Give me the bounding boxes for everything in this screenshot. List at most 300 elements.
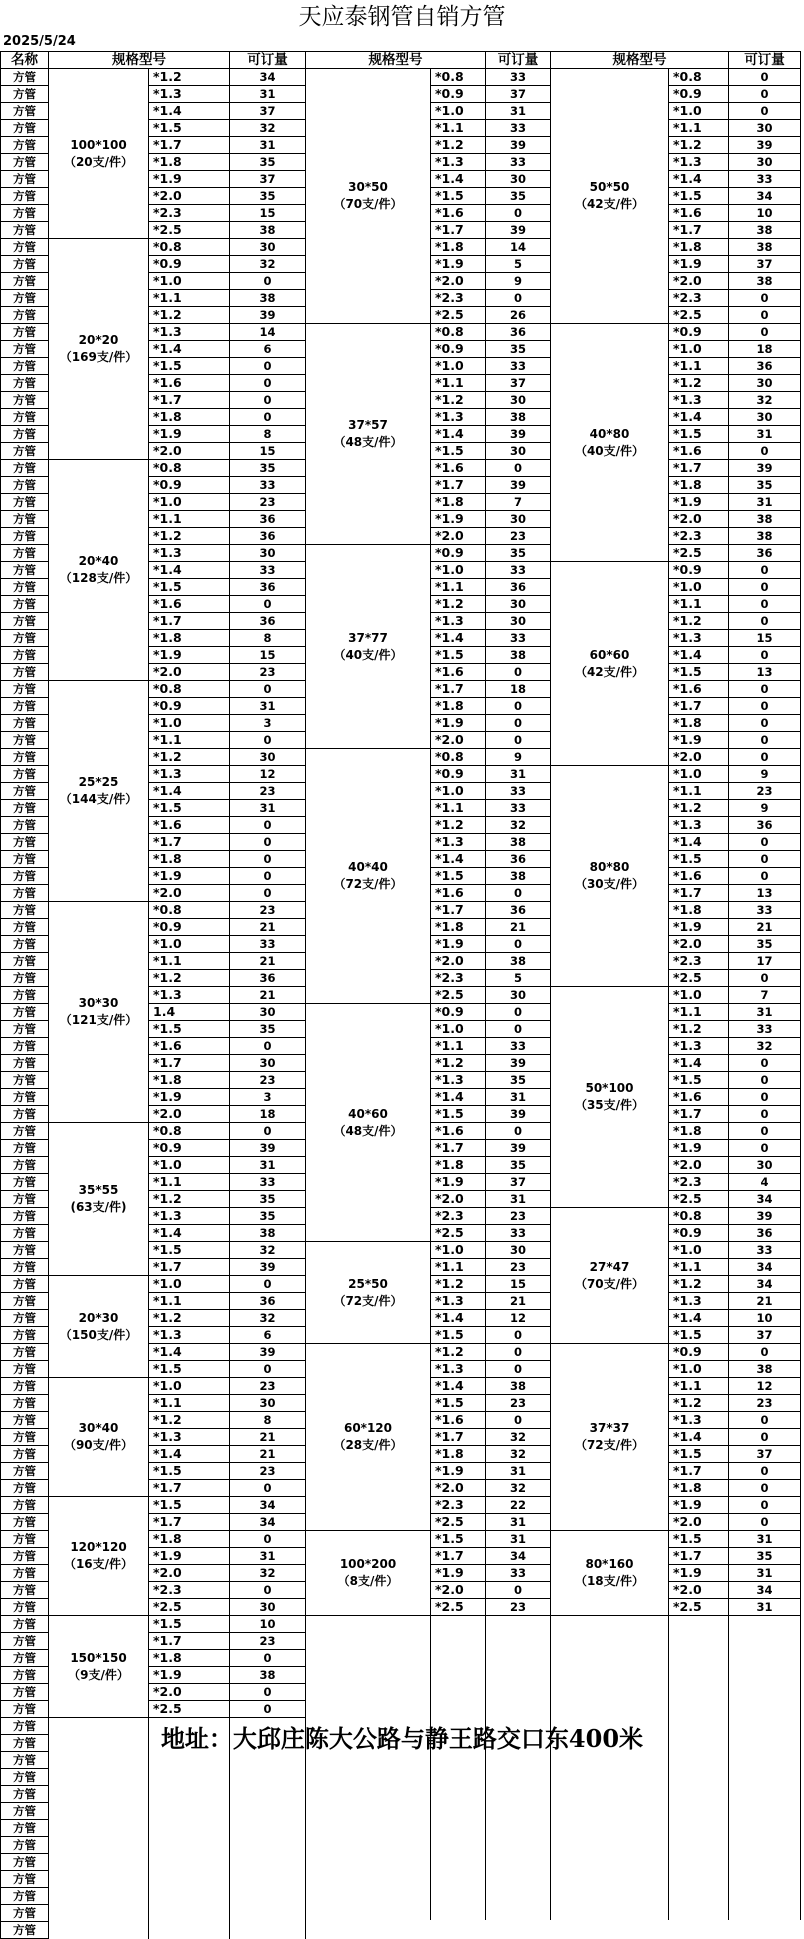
quantity-cell: 0: [230, 851, 306, 868]
stock-table-col-1: [0, 51, 306, 1939]
product-name-cell: 方管: [1, 154, 49, 171]
quantity-cell: 0: [486, 885, 551, 902]
thickness-cell: *1.3: [669, 1293, 729, 1310]
thickness-cell: *2.3: [431, 1208, 486, 1225]
quantity-cell: 35: [230, 1021, 306, 1038]
table-row: [1, 205, 306, 222]
empty-row: [551, 1792, 801, 1808]
quantity-cell: 35: [729, 1548, 801, 1565]
empty-cell: [486, 1616, 551, 1633]
product-name-cell: 方管: [1, 647, 49, 664]
table-row: [306, 324, 551, 341]
quantity-cell: 39: [486, 1106, 551, 1123]
thickness-cell: *1.5: [149, 579, 230, 596]
thickness-cell: *1.8: [149, 1531, 230, 1548]
quantity-cell: 33: [486, 800, 551, 817]
thickness-cell: *2.3: [669, 953, 729, 970]
thickness-cell: *1.3: [149, 1327, 230, 1344]
quantity-cell: 38: [486, 409, 551, 426]
thickness-cell: *1.1: [669, 1259, 729, 1276]
quantity-cell: 0: [230, 358, 306, 375]
thickness-cell: *1.7: [431, 1548, 486, 1565]
table-row: [1, 868, 306, 885]
table-row: [1, 1191, 306, 1208]
product-name-cell: 方管: [1, 868, 49, 885]
quantity-cell: 38: [729, 222, 801, 239]
thickness-cell: *1.2: [431, 596, 486, 613]
product-name-cell: 方管: [1, 1395, 49, 1412]
empty-cell: [729, 1888, 801, 1904]
empty-cell: [486, 1696, 551, 1712]
quantity-cell: 35: [486, 1072, 551, 1089]
spec-size-cell: 20*20 （169支/件）: [49, 239, 149, 460]
empty-row: [1, 1905, 306, 1922]
thickness-cell: *1.8: [149, 1072, 230, 1089]
empty-cell: [149, 1837, 230, 1854]
quantity-cell: 31: [486, 1514, 551, 1531]
table-row: [306, 749, 551, 766]
empty-cell: [431, 1696, 486, 1712]
thickness-cell: *1.2: [149, 1310, 230, 1327]
quantity-cell: 0: [230, 868, 306, 885]
product-name-cell: 方管: [1, 1752, 49, 1769]
thickness-cell: *2.0: [669, 1157, 729, 1174]
quantity-cell: 38: [230, 222, 306, 239]
empty-cell: [431, 1824, 486, 1840]
quantity-cell: 0: [729, 647, 801, 664]
quantity-cell: 31: [486, 766, 551, 783]
quantity-cell: 30: [230, 1055, 306, 1072]
empty-cell: [306, 1904, 431, 1920]
product-name-cell: 方管: [1, 103, 49, 120]
table-row: [1, 1242, 306, 1259]
quantity-cell: 39: [230, 1259, 306, 1276]
quantity-cell: 0: [486, 664, 551, 681]
thickness-cell: *0.8: [431, 324, 486, 341]
thickness-cell: *1.0: [431, 103, 486, 120]
empty-cell: [431, 1648, 486, 1664]
quantity-cell: 0: [230, 1038, 306, 1055]
quantity-cell: 30: [486, 613, 551, 630]
thickness-cell: *1.9: [669, 256, 729, 273]
quantity-cell: 23: [486, 1395, 551, 1412]
table-row: [1, 307, 306, 324]
product-name-cell: 方管: [1, 1735, 49, 1752]
table-row: [551, 1344, 801, 1361]
quantity-cell: 15: [729, 630, 801, 647]
product-name-cell: 方管: [1, 1820, 49, 1837]
table-row: [1, 290, 306, 307]
product-name-cell: 方管: [1, 1803, 49, 1820]
address-footer: 地址：大邱庄陈大公路与静王路交口东400米: [160, 1724, 644, 1753]
quantity-cell: 37: [486, 1174, 551, 1191]
quantity-cell: 0: [486, 1582, 551, 1599]
product-name-cell: 方管: [1, 273, 49, 290]
product-name-cell: 方管: [1, 239, 49, 256]
product-name-cell: 方管: [1, 562, 49, 579]
thickness-cell: *2.5: [431, 1599, 486, 1616]
thickness-cell: *2.3: [149, 205, 230, 222]
table-row: [1, 698, 306, 715]
table-row: [1, 732, 306, 749]
thickness-cell: *0.9: [431, 86, 486, 103]
empty-cell: [49, 1888, 149, 1905]
thickness-cell: *1.7: [669, 1463, 729, 1480]
thickness-cell: *1.7: [149, 834, 230, 851]
quantity-cell: 12: [230, 766, 306, 783]
table-row: [551, 69, 801, 86]
thickness-cell: *1.3: [669, 817, 729, 834]
quantity-cell: 36: [230, 613, 306, 630]
product-name-cell: 方管: [1, 953, 49, 970]
quantity-cell: 31: [729, 426, 801, 443]
product-name-cell: 方管: [1, 834, 49, 851]
product-name-cell: 方管: [1, 1310, 49, 1327]
thickness-cell: *0.8: [149, 460, 230, 477]
empty-cell: [486, 1840, 551, 1856]
empty-cell: [306, 1696, 431, 1712]
empty-cell: [230, 1837, 306, 1854]
product-name-cell: 方管: [1, 494, 49, 511]
thickness-cell: *1.2: [669, 137, 729, 154]
empty-cell: [729, 1680, 801, 1696]
thickness-cell: *1.8: [431, 919, 486, 936]
product-name-cell: 方管: [1, 1021, 49, 1038]
thickness-cell: *1.5: [669, 1327, 729, 1344]
table-row: [1, 103, 306, 120]
empty-cell: [431, 1808, 486, 1824]
quantity-cell: 0: [486, 205, 551, 222]
thickness-cell: *1.1: [669, 358, 729, 375]
table-row: [1, 222, 306, 239]
thickness-cell: *0.8: [669, 69, 729, 86]
quantity-cell: 22: [486, 1497, 551, 1514]
empty-row: [551, 1648, 801, 1664]
quantity-cell: 33: [729, 171, 801, 188]
thickness-cell: *1.3: [149, 766, 230, 783]
quantity-cell: 21: [230, 1446, 306, 1463]
quantity-cell: 33: [486, 154, 551, 171]
empty-cell: [431, 1680, 486, 1696]
quantity-cell: 23: [729, 1395, 801, 1412]
quantity-cell: 31: [729, 1004, 801, 1021]
table-row: [1, 1038, 306, 1055]
quantity-cell: 33: [486, 69, 551, 86]
table-row: [1, 987, 306, 1004]
thickness-cell: *1.5: [669, 664, 729, 681]
thickness-cell: *1.9: [431, 715, 486, 732]
empty-cell: [149, 1786, 230, 1803]
product-name-cell: 方管: [1, 222, 49, 239]
product-name-cell: 方管: [1, 1174, 49, 1191]
empty-cell: [669, 1616, 729, 1633]
empty-row: [1, 1854, 306, 1871]
thickness-cell: *1.4: [149, 1446, 230, 1463]
quantity-cell: 31: [230, 137, 306, 154]
product-name-cell: 方管: [1, 86, 49, 103]
product-name-cell: 方管: [1, 511, 49, 528]
table-row: [1, 1633, 306, 1650]
empty-cell: [669, 1792, 729, 1808]
quantity-cell: 0: [486, 1344, 551, 1361]
empty-cell: [431, 1888, 486, 1904]
quantity-cell: 0: [729, 103, 801, 120]
thickness-cell: *1.8: [431, 494, 486, 511]
spec-size-cell: 37*57 （48支/件）: [306, 324, 431, 545]
quantity-cell: 6: [230, 1327, 306, 1344]
thickness-cell: *1.9: [669, 1565, 729, 1582]
empty-cell: [49, 1837, 149, 1854]
quantity-cell: 15: [230, 205, 306, 222]
empty-cell: [729, 1872, 801, 1888]
quantity-cell: 36: [230, 511, 306, 528]
empty-cell: [486, 1888, 551, 1904]
table-row: [1, 1004, 306, 1021]
quantity-cell: 33: [729, 1242, 801, 1259]
empty-cell: [230, 1888, 306, 1905]
thickness-cell: *1.9: [669, 919, 729, 936]
table-row: [1, 324, 306, 341]
quantity-cell: 36: [486, 579, 551, 596]
quantity-cell: 34: [486, 1548, 551, 1565]
quantity-cell: 0: [729, 443, 801, 460]
thickness-cell: *1.6: [431, 1123, 486, 1140]
table-row: [1, 137, 306, 154]
thickness-cell: *1.5: [431, 1395, 486, 1412]
thickness-cell: *0.8: [431, 69, 486, 86]
quantity-cell: 37: [486, 375, 551, 392]
quantity-cell: 14: [230, 324, 306, 341]
thickness-cell: *1.1: [149, 290, 230, 307]
quantity-cell: 33: [230, 562, 306, 579]
quantity-cell: 0: [486, 1004, 551, 1021]
table-row: [551, 1531, 801, 1548]
thickness-cell: *1.7: [149, 1055, 230, 1072]
quantity-cell: 21: [230, 953, 306, 970]
quantity-cell: 35: [486, 341, 551, 358]
thickness-cell: *1.5: [431, 868, 486, 885]
thickness-cell: *2.5: [669, 307, 729, 324]
product-name-cell: 方管: [1, 324, 49, 341]
quantity-cell: 5: [486, 970, 551, 987]
product-name-cell: 方管: [1, 1548, 49, 1565]
quantity-cell: 0: [230, 1361, 306, 1378]
empty-cell: [230, 1922, 306, 1939]
table-row: [306, 1344, 551, 1361]
thickness-cell: *0.8: [669, 1208, 729, 1225]
thickness-cell: *1.4: [431, 1310, 486, 1327]
spec-size-cell: 37*77 （40支/件）: [306, 545, 431, 749]
product-name-cell: 方管: [1, 715, 49, 732]
quantity-cell: 15: [486, 1276, 551, 1293]
empty-cell: [551, 1760, 669, 1776]
quantity-cell: 32: [486, 1480, 551, 1497]
product-name-cell: 方管: [1, 1038, 49, 1055]
quantity-cell: 38: [230, 290, 306, 307]
empty-cell: [669, 1664, 729, 1680]
quantity-cell: 37: [486, 86, 551, 103]
quantity-cell: 35: [486, 1157, 551, 1174]
table-row: [1, 1208, 306, 1225]
product-name-cell: 方管: [1, 1293, 49, 1310]
thickness-cell: *2.5: [431, 307, 486, 324]
thickness-cell: *2.5: [669, 545, 729, 562]
quantity-cell: 0: [230, 1582, 306, 1599]
quantity-cell: 31: [486, 1463, 551, 1480]
empty-cell: [230, 1871, 306, 1888]
thickness-cell: *1.6: [431, 205, 486, 222]
quantity-cell: 0: [486, 715, 551, 732]
empty-cell: [431, 1776, 486, 1792]
empty-cell: [306, 1760, 431, 1776]
thickness-cell: *2.0: [431, 953, 486, 970]
quantity-cell: 39: [486, 426, 551, 443]
quantity-cell: 30: [230, 1395, 306, 1412]
quantity-cell: 32: [486, 1429, 551, 1446]
quantity-cell: 0: [230, 1531, 306, 1548]
quantity-cell: 30: [230, 545, 306, 562]
empty-row: [1, 1922, 306, 1939]
empty-cell: [551, 1792, 669, 1808]
thickness-cell: *1.6: [431, 885, 486, 902]
thickness-cell: *2.0: [431, 528, 486, 545]
quantity-cell: 10: [230, 1616, 306, 1633]
table-row: [1, 664, 306, 681]
quantity-cell: 9: [729, 766, 801, 783]
thickness-cell: *1.7: [431, 477, 486, 494]
thickness-cell: *1.6: [431, 1412, 486, 1429]
quantity-cell: 15: [230, 443, 306, 460]
quantity-cell: 30: [486, 443, 551, 460]
quantity-cell: 38: [729, 1361, 801, 1378]
table-row: [1, 919, 306, 936]
empty-row: [306, 1856, 551, 1872]
thickness-cell: *1.6: [431, 460, 486, 477]
product-name-cell: 方管: [1, 1633, 49, 1650]
quantity-cell: 18: [486, 681, 551, 698]
quantity-cell: 0: [729, 86, 801, 103]
thickness-cell: *0.9: [431, 341, 486, 358]
product-name-cell: 方管: [1, 1259, 49, 1276]
quantity-cell: 30: [486, 987, 551, 1004]
quantity-cell: 32: [486, 1446, 551, 1463]
table-row: [1, 1548, 306, 1565]
quantity-cell: 30: [230, 749, 306, 766]
header-row: [1, 52, 306, 69]
table-row: [1, 851, 306, 868]
quantity-cell: 39: [729, 1208, 801, 1225]
thickness-cell: *1.2: [669, 1021, 729, 1038]
quantity-cell: 36: [230, 579, 306, 596]
thickness-cell: *1.1: [149, 1174, 230, 1191]
table-row: [1, 171, 306, 188]
table-row: [551, 766, 801, 783]
stock-table-col-2: [305, 51, 551, 1920]
empty-cell: [551, 1648, 669, 1664]
quantity-cell: 0: [230, 834, 306, 851]
empty-cell: [551, 1664, 669, 1680]
quantity-cell: 34: [729, 1259, 801, 1276]
table-row: [1, 1055, 306, 1072]
product-name-cell: 方管: [1, 409, 49, 426]
table-row: [1, 579, 306, 596]
product-name-cell: 方管: [1, 1412, 49, 1429]
thickness-cell: *1.1: [149, 1395, 230, 1412]
thickness-cell: *1.8: [149, 630, 230, 647]
product-name-cell: 方管: [1, 1701, 49, 1718]
thickness-cell: *2.0: [149, 1565, 230, 1582]
thickness-cell: *1.4: [669, 834, 729, 851]
table-row: [1, 460, 306, 477]
quantity-cell: 30: [729, 1157, 801, 1174]
thickness-cell: *1.0: [149, 715, 230, 732]
empty-cell: [551, 1856, 669, 1872]
quantity-cell: 33: [230, 1174, 306, 1191]
thickness-cell: *1.5: [431, 443, 486, 460]
quantity-cell: 30: [486, 511, 551, 528]
table-row: [1, 426, 306, 443]
quantity-cell: 33: [486, 120, 551, 137]
quantity-cell: 38: [486, 834, 551, 851]
quantity-cell: 38: [486, 1378, 551, 1395]
product-name-cell: 方管: [1, 732, 49, 749]
quantity-cell: 31: [230, 800, 306, 817]
empty-row: [306, 1648, 551, 1664]
quantity-cell: 21: [486, 1293, 551, 1310]
quantity-cell: 0: [729, 1412, 801, 1429]
spec-size-cell: 150*150 （9支/件）: [49, 1616, 149, 1718]
thickness-cell: *2.5: [669, 1191, 729, 1208]
thickness-cell: *1.3: [669, 154, 729, 171]
thickness-cell: *1.9: [431, 1174, 486, 1191]
product-name-cell: 方管: [1, 817, 49, 834]
thickness-cell: *1.0: [669, 341, 729, 358]
table-row: [306, 1531, 551, 1548]
thickness-cell: *1.9: [431, 1463, 486, 1480]
thickness-cell: *1.4: [431, 171, 486, 188]
thickness-cell: *0.9: [149, 919, 230, 936]
empty-cell: [551, 1680, 669, 1696]
thickness-cell: *0.8: [149, 1123, 230, 1140]
quantity-cell: 23: [729, 783, 801, 800]
thickness-cell: *1.7: [149, 1633, 230, 1650]
empty-cell: [669, 1888, 729, 1904]
table-row: [1, 1072, 306, 1089]
table-row: [1, 1293, 306, 1310]
quantity-cell: 0: [486, 1412, 551, 1429]
spec-size-cell: 80*80 （30支/件）: [551, 766, 669, 987]
thickness-cell: *2.5: [431, 987, 486, 1004]
product-name-cell: 方管: [1, 1871, 49, 1888]
quantity-cell: 3: [230, 1089, 306, 1106]
quantity-cell: 23: [486, 1599, 551, 1616]
thickness-cell: *1.3: [149, 987, 230, 1004]
thickness-cell: *1.0: [431, 1242, 486, 1259]
table-row: [1, 1344, 306, 1361]
thickness-cell: *1.4: [149, 103, 230, 120]
empty-cell: [230, 1786, 306, 1803]
quantity-cell: 23: [230, 902, 306, 919]
thickness-cell: *1.3: [669, 630, 729, 647]
thickness-cell: *1.8: [431, 1157, 486, 1174]
quantity-cell: 0: [486, 936, 551, 953]
thickness-cell: *2.3: [669, 290, 729, 307]
table-row: [306, 545, 551, 562]
empty-cell: [551, 1696, 669, 1712]
thickness-cell: *1.4: [431, 1089, 486, 1106]
thickness-cell: *1.0: [149, 273, 230, 290]
thickness-cell: *2.0: [669, 936, 729, 953]
